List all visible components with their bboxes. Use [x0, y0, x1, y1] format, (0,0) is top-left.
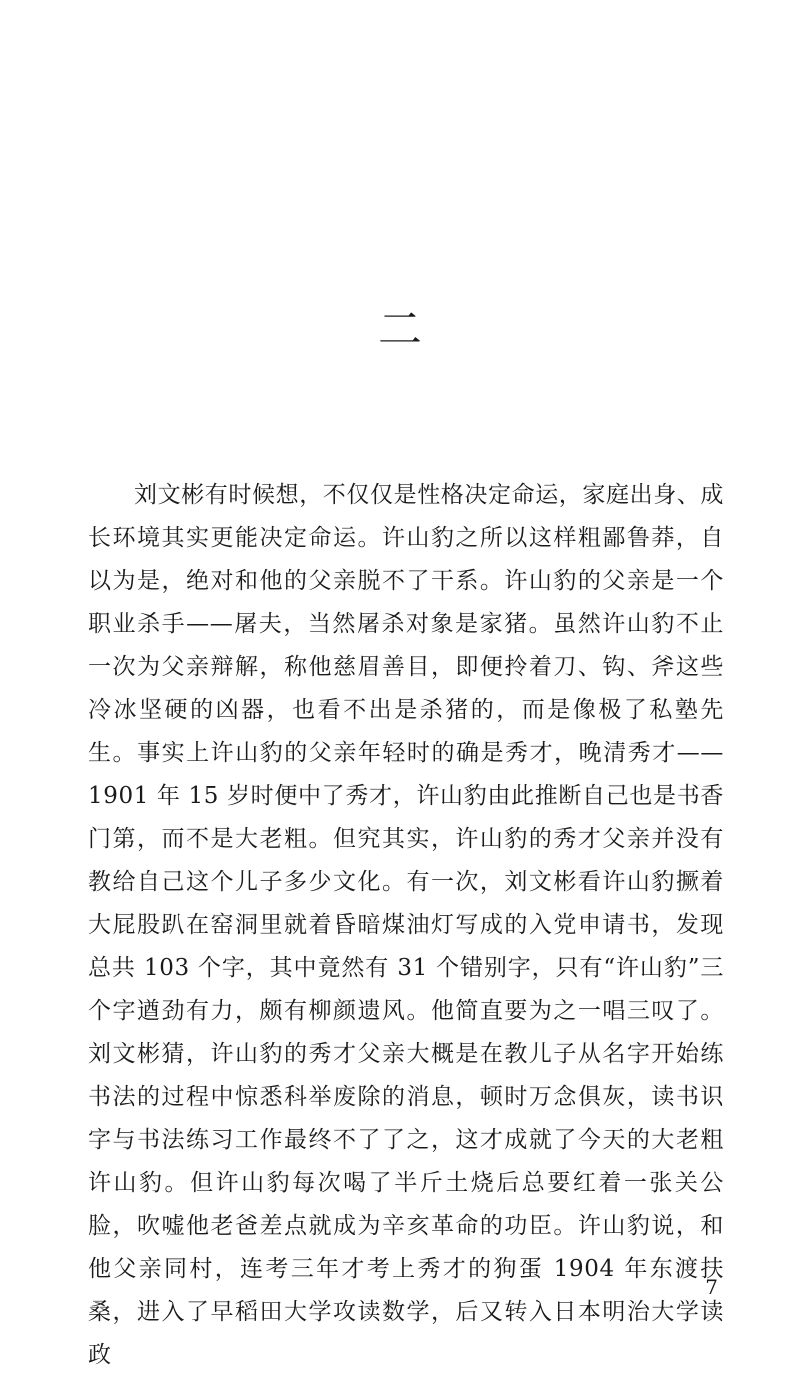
body-paragraph: 刘文彬有时候想，不仅仅是性格决定命运，家庭出身、成长环境其实更能决定命运。许山豹之所以这样粗鄙鲁莽，自以为是，绝对和他的父亲脱不了干系。许山豹的父亲是一个职业杀手——屠夫，当然屠杀对象是家猪。虽然许山豹不止一次为父亲辩解，称他慈眉善目，即便拎着刀、钩、斧这些冷冰坚硬的凶器，也看不出是杀猪的，而是像极了私塾先生。事实上许山豹的父亲年轻时的确是秀才，晚清秀才——1901 年 15 岁时便中了秀才，许山豹由此推断自己也是书香门第，而不是大老粗。但究其实，许山豹的秀才父亲并没有教给自己这个儿子多少文化。有一次，刘文彬看许山豹撅着大屁股趴在窑洞里就着昏暗煤油灯写成的入党申请书，发现总共 103 个字，其中竟然有 31 个错别字，只有“许山豹”三个字遒劲有力，颇有柳颜遗风。他简直要为之一唱三叹了。刘文彬猜，许山豹的秀才父亲大概是在教儿子从名字开始练书法的过程中惊悉科举废除的消息，顿时万念俱灰，读书识字与书法练习工作最终不了了之，这才成就了今天的大老粗许山豹。但许山豹每次喝了半斤土烧后总要红着一张关公脸，吹嘘他老爸差点就成为辛亥革命的功臣。许山豹说，和他父亲同村，连考三年才考上秀才的狗蛋 1904 年东渡扶桑，进入了早稻田大学攻读数学，后又转入日本明治大学读政 — [88, 482, 724, 1368]
chapter-heading: 二 — [378, 304, 422, 355]
page-number: 7 — [705, 1275, 718, 1299]
